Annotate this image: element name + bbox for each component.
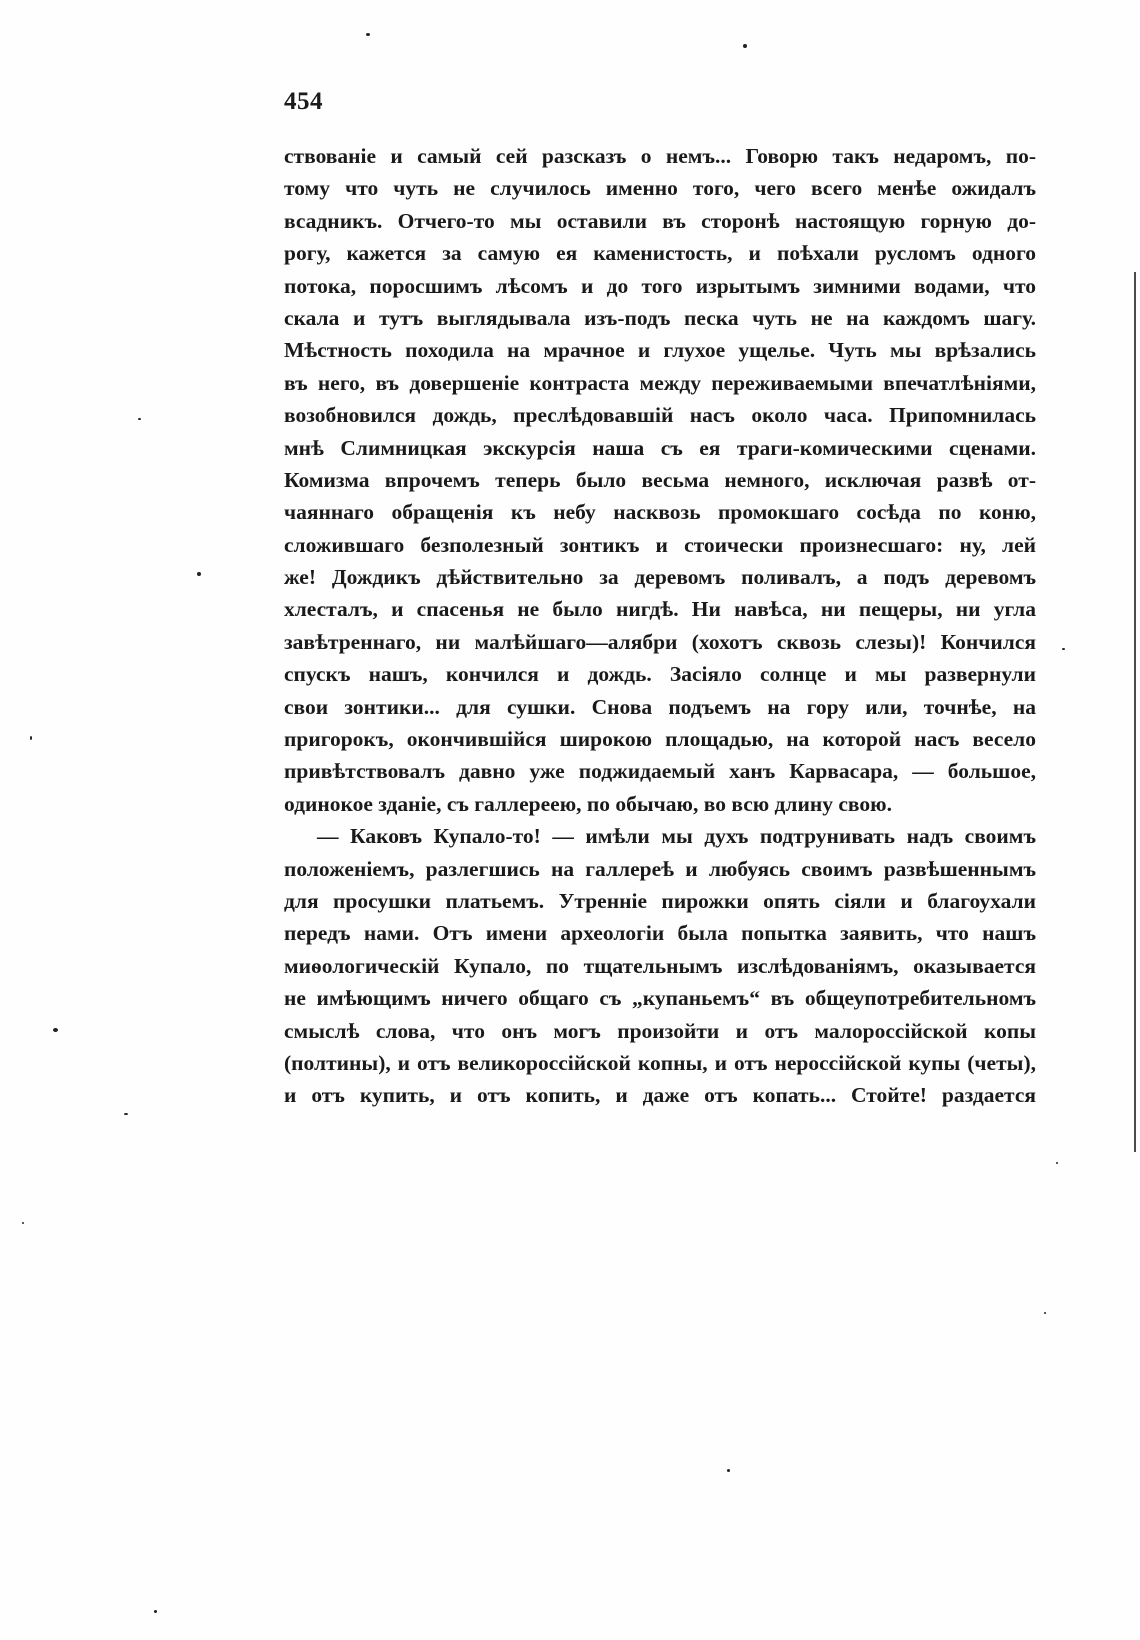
text-line: — Каковъ Купало-то! — имѣли мы духъ подтрунивать надъ своимъ bbox=[317, 824, 1036, 849]
page-edge-shadow bbox=[1134, 272, 1136, 1152]
text-line: миѳологическій Купало, по тщательнымъ изслѣдованіямъ, оказывается bbox=[284, 953, 1036, 978]
scan-speck bbox=[1044, 1312, 1046, 1314]
text-line: Комизма впрочемъ теперь было весьма немного, исключая развѣ от- bbox=[284, 467, 1036, 492]
scan-speck bbox=[154, 1610, 157, 1613]
text-line: и отъ купить, и отъ копить, и даже отъ копать... Стойте! раздается bbox=[284, 1083, 1036, 1108]
text-line: тому что чуть не случилось именно того, чего всего менѣе ожидалъ bbox=[284, 176, 1036, 201]
text-line: (полтины), и отъ великороссійской копны, и отъ нероссійской купы (четы), bbox=[284, 1050, 1036, 1075]
scan-speck bbox=[1056, 1162, 1058, 1164]
scan-speck bbox=[53, 1028, 58, 1032]
text-line: ствованіе и самый сей разсказъ о немъ... Говорю такъ недаромъ, по- bbox=[284, 144, 1036, 168]
body-text bbox=[284, 140, 1036, 1112]
scan-speck bbox=[1062, 648, 1065, 650]
text-line: чаяннаго обращенія къ небу насквозь промокшаго сосѣда по коню, bbox=[284, 500, 1036, 525]
text-line: же! Дождикъ дѣйствительно за деревомъ поливалъ, а подъ деревомъ bbox=[284, 565, 1036, 590]
text-line: завѣтреннаго, ни малѣйшаго—алябри (хохотъ сквозь слезы)! Кончился bbox=[284, 629, 1036, 654]
text-line: одинокое зданіе, съ галлереею, по обычаю, во всю длину свою. bbox=[284, 791, 892, 816]
text-line: скала и тутъ выглядывала изъ-подъ песка чуть не на каждомъ шагу. bbox=[284, 305, 1036, 330]
scan-speck bbox=[727, 1469, 730, 1472]
scan-speck bbox=[197, 572, 201, 576]
text-line: пригорокъ, окончившійся широкою площадью, на которой насъ весело bbox=[284, 727, 1036, 752]
text-line: сложившаго безполезный зонтикъ и стоически произнесшаго: ну, лей bbox=[284, 532, 1036, 557]
text-line: смыслѣ слова, что онъ могъ произойти и отъ малороссійской копы bbox=[284, 1018, 1036, 1043]
text-line: Мѣстность походила на мрачное и глухое ущелье. Чуть мы врѣзались bbox=[284, 338, 1036, 363]
page-number: 454 bbox=[284, 88, 323, 115]
text-line: передъ нами. Отъ имени археологіи была попытка заявить, что нашъ bbox=[284, 921, 1036, 946]
text-line: мнѣ Слимницкая экскурсія наша съ ея траги-комическими сценами. bbox=[284, 435, 1036, 460]
scan-speck bbox=[743, 44, 747, 48]
text-line: свои зонтики... для сушки. Снова подъемъ на гору или, точнѣе, на bbox=[284, 694, 1036, 719]
text-line: возобновился дождь, преслѣдовавшій насъ около часа. Припомнилась bbox=[284, 403, 1036, 428]
text-line: потока, поросшимъ лѣсомъ и до того изрытымъ зимними водами, что bbox=[284, 273, 1036, 298]
text-line: рогу, кажется за самую ея каменистость, и поѣхали русломъ одного bbox=[284, 241, 1036, 266]
scan-speck bbox=[30, 736, 32, 740]
text-line: хлесталъ, и спасенья не было нигдѣ. Ни навѣса, ни пещеры, ни угла bbox=[284, 597, 1036, 622]
text-line: не имѣющимъ ничего общаго съ „купаньемъ“ въ общеупотребительномъ bbox=[284, 986, 1036, 1011]
text-line: спускъ нашъ, кончился и дождь. Засіяло солнце и мы развернули bbox=[284, 662, 1036, 687]
text-line: привѣтствовалъ давно уже поджидаемый ханъ Карвасара, — большое, bbox=[284, 759, 1036, 784]
scan-speck bbox=[138, 418, 141, 420]
text-line: положеніемъ, разлегшись на галлереѣ и любуясь своимъ развѣшеннымъ bbox=[284, 856, 1036, 881]
scan-speck bbox=[366, 33, 370, 36]
scan-speck bbox=[22, 1222, 24, 1224]
text-line: въ него, въ довершеніе контраста между переживаемыми впечатлѣніями, bbox=[284, 370, 1036, 395]
text-line: всадникъ. Отчего-то мы оставили въ сторонѣ настоящую горную до- bbox=[284, 208, 1036, 233]
text-line: для просушки платьемъ. Утренніе пирожки опять сіяли и благоухали bbox=[284, 888, 1036, 913]
scan-speck bbox=[124, 1113, 128, 1115]
